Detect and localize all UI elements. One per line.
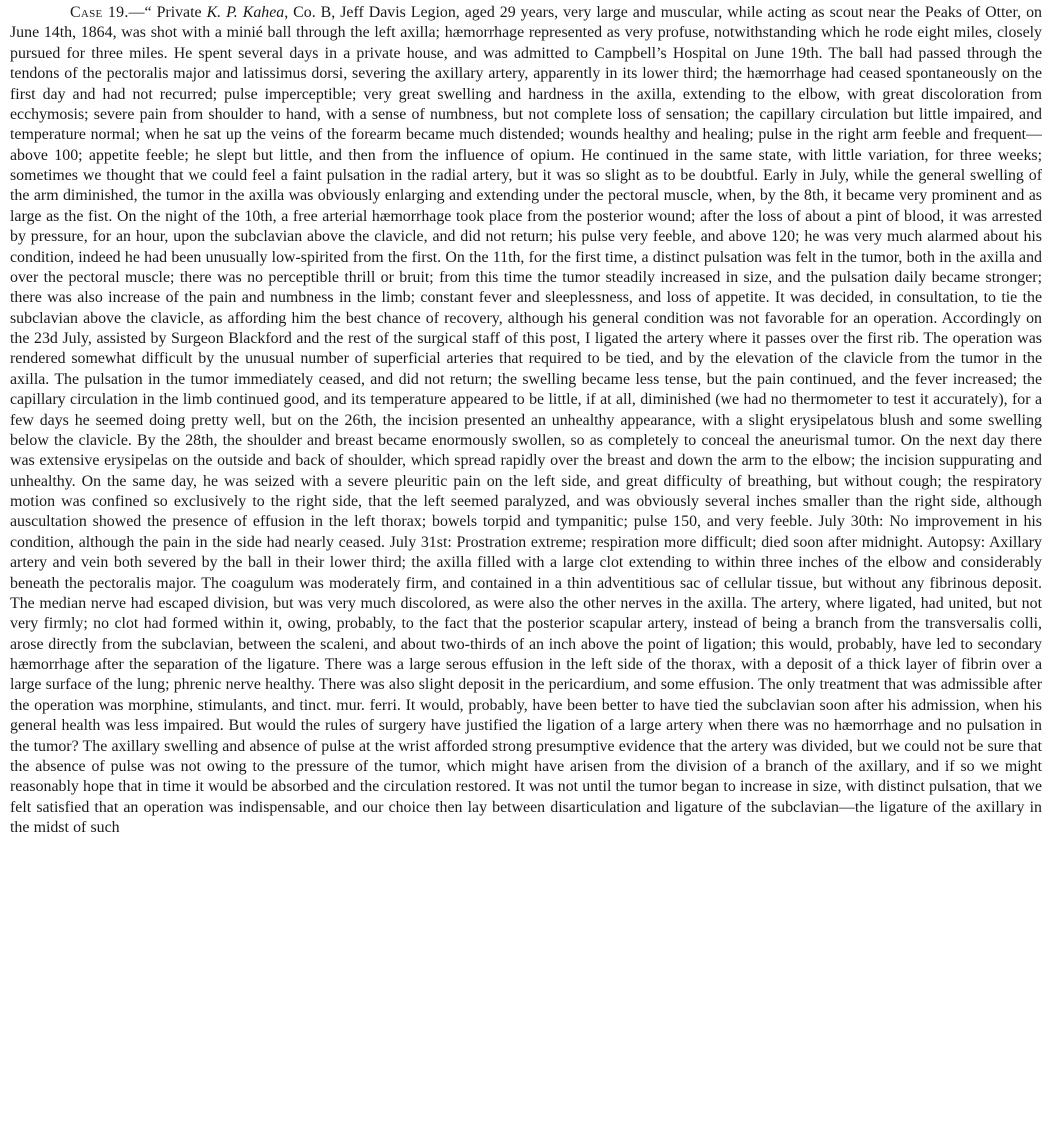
document-page — [10, 0, 1042, 1148]
patient-name: K. P. Kahea — [206, 4, 285, 21]
case-body-text: , Co. B, Jeff Davis Legion, aged 29 years, very large and muscular, while acting as scout near the Peaks of Otter, on June 14th, 1864, was shot with a minié ball through the left axilla; hæmorrhage represented as very profuse, notwithstanding which he rode eight miles, closely pursued for three miles. He spent several days in a private house, and was admitted to Campbell’s Hospital on June 19th. The ball had passed through the tendons of the pectoralis major and latissimus dorsi, severing the axillary artery, apparently in its lower third; the hæmorrhage had ceased spontaneously on the first day and had not recurred; pulse imperceptible; very great swelling and hardness in the axilla, extending to the elbow, with great discoloration from ecchymosis; severe pain from shoulder to hand, with a sense of numbness, but not complete loss of sensation; the capillary circulation but little impaired, and temperature normal; when he sat up the veins of the forearm became much distended; wounds healthy and healing; pulse in the right arm feeble and frequent—above 100; appetite feeble; he slept but little, and then from the influence of opium. He continued in the same state, with little variation, for three weeks; sometimes we thought that we could feel a faint pulsation in the radial artery, but it was so slight as to be doubtful. Early in July, while the general swelling of the arm diminished, the tumor in the axilla was obviously enlarging and extending under the pectoral muscle, when, by the 8th, it became very prominent and as large as the fist. On the night of the 10th, a free arterial hæmorrhage took place from the posterior wound; after the loss of about a pint of blood, it was arrested by pressure, for an hour, upon the subclavian above the clavicle, and did not return; his pulse very feeble, and above 120; he was very much alarmed about his condition, indeed he had been unusually low-spirited from the first. On the 11th, for the first time, a distinct pulsation was felt in the tumor, both in the axilla and over the pectoral muscle; there was no perceptible thrill or bruit; from this time the tumor steadily increased in size, and the pulsation daily became stronger; there was also increase of the pain and numbness in the limb; constant fever and sleeplessness, and loss of appetite. It was decided, in consultation, to tie the subclavian above the clavicle, as affording him the best chance of recovery, although his general condition was not favorable for an operation. Accordingly on the 23d July, assisted by Surgeon Blackford and the rest of the surgical staff of this post, I ligated the artery where it passes over the first rib. The operation was rendered somewhat difficult by the unusual number of superficial arteries that required to be tied, and by the elevation of the clavicle from the tumor in the axilla. The pulsation in the tumor immediately ceased, and did not return; the swelling became less tense, but the pain continued, and the fever increased; the capillary circulation in the limb continued good, and its temperature appeared to be little, if at all, diminished (we had no thermometer to test it accurately), for a few days he seemed doing pretty well, but on the 26th, the incision presented an unhealthy appearance, with a slight erysipelatous blush and some swelling below the clavicle. By the 28th, the shoulder and breast became enormously swollen, so as completely to conceal the aneurismal tumor. On the next day there was extensive erysipelas on the outside and back of shoulder, which spread rapidly over the breast and down the arm to the elbow; the incision suppurating and unhealthy. On the same day, he was seized with a severe pleuritic pain on the left side, and great difficulty of breathing, but without cough; the respiratory motion was confined so exclusively to the right side, that the left seemed paralyzed, and was obviously several inches smaller than the right side, although auscultation showed the presence of effusion in the left thorax; bowels torpid and tympanitic; pulse 150, and very feeble. July 30th: No improvement in his condition, although the pain in the side had nearly ceased. July 31st: Prostration extreme; respiration more difficult; died soon after midnight. Autopsy: Axillary artery and vein both severed by the ball in their lower third; the axilla filled with a large clot extending to within three inches of the elbow and considerably beneath the pectoralis major. The coagulum was moderately firm, and contained in a thin adventitious sac of cellular tissue, but without any fibrinous deposit. The median nerve had escaped division, but was very much discolored, as were also the other nerves in the axilla. The artery, where ligated, had united, but not very firmly; no clot had formed within it, owing, probably, to the fact that the posterior scapular artery, instead of being a branch from the transversalis colli, arose directly from the subclavian, between the scaleni, and about two-thirds of an inch above the point of ligation; this would, probably, have led to secondary hæmorrhage after the separation of the ligature. There was a large serous effusion in the left side of the thorax, with a deposit of a thick layer of fibrin over a large surface of the lung; phrenic nerve healthy. There was also slight deposit in the pericardium, and some effusion. The only treatment that was admissible after the operation was morphine, stimulants, and tinct. mur. ferri. It would, probably, have been better to have tied the subclavian soon after his admission, when his general health was less impaired. But would the rules of surgery have justified the ligation of a large artery when there was no hæmorrhage and no pulsation in the tumor? The axillary swelling and absence of pulse at the wrist afforded strong presumptive evidence that the artery was divided, but we could not be sure that the absence of pulse was not owing to the pressure of the tumor, which might have arisen from the division of a branch of the axillary, and if so we might reasonably hope that in time it would be absorbed and the circulation restored. It was not until the tumor began to increase in size, with distinct pulsation, that we felt satisfied that an operation was indispensable, and our choice then lay between disarticulation and ligature of the subclavian—the ligature of the axillary in the midst of such — [10, 4, 1042, 836]
intro-open: —“ Private — [128, 4, 207, 21]
case-paragraph — [10, 0, 1042, 838]
case-label: Case 19. — [70, 4, 129, 21]
